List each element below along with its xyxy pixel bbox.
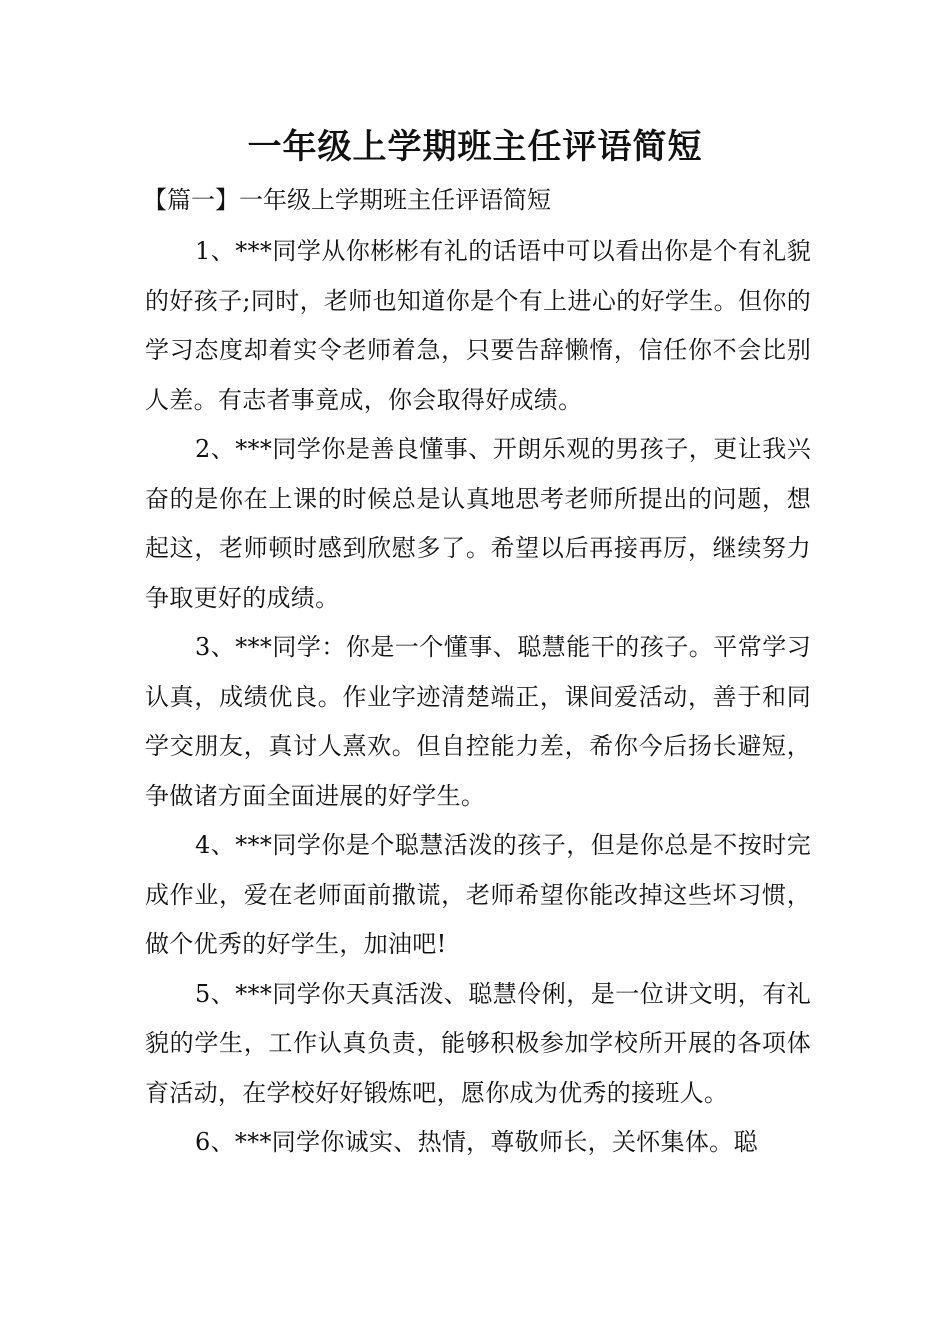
document-title: 一年级上学期班主任评语简短 (247, 127, 703, 167)
document-body (145, 227, 811, 1168)
comment-paragraph-1: 1、***同学从你彬彬有礼的话语中可以看出你是个有礼貌的好孩子;同时，老师也知道你是个有上进心的好学生。但你的学习态度却着实令老师着急，只要告辞懒惰，信任你不会比别人差。有志者事竟成，你会取得好成绩。 (145, 237, 811, 414)
comment-paragraph-2: 2、***同学你是善良懂事、开朗乐观的男孩子，更让我兴奋的是你在上课的时候总是认真地思考老师所提出的问题，想起这，老师顿时感到欣慰多了。希望以后再接再厉，继续努力争取更好的成绩。 (145, 435, 811, 612)
section-heading: 【篇一】一年级上学期班主任评语简短 (143, 186, 551, 214)
comment-paragraph-5: 5、***同学你天真活泼、聪慧伶俐，是一位讲文明，有礼貌的学生，工作认真负责，能够积极参加学校所开展的各项体育活动，在学校好好锻炼吧，愿你成为优秀的接班人。 (145, 979, 811, 1107)
comment-paragraph-6: 6、***同学你诚实、热情，尊敬师长，关怀集体。聪 (195, 1128, 758, 1156)
comment-paragraph-3: 3、***同学：你是一个懂事、聪慧能干的孩子。平常学习认真，成绩优良。作业字迹清楚端正，课间爱活动，善于和同学交朋友，真讨人熹欢。但自控能力差，希你今后扬长避短，争做诸方面全面进展的好学生。 (145, 633, 811, 810)
comment-paragraph-4: 4、***同学你是个聪慧活泼的孩子，但是你总是不按时完成作业，爱在老师面前撒谎，老师希望你能改掉这些坏习惯，做个优秀的好学生，加油吧! (145, 831, 811, 958)
